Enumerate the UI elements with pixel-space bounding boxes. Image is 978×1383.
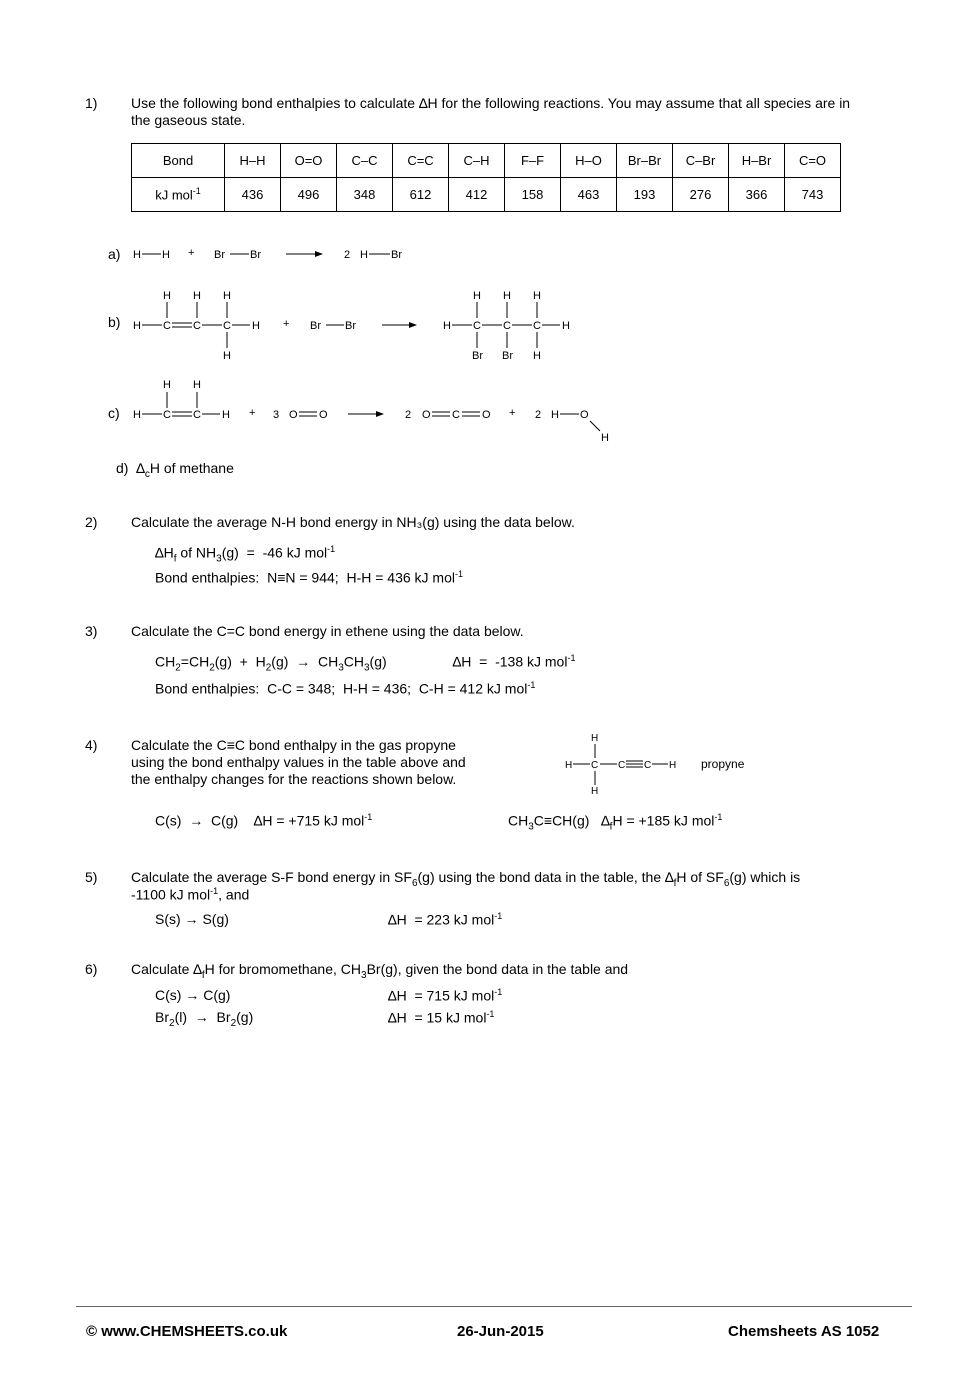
q6-eq2: $Br_2(l) \to Br_2(g)$: [155, 1009, 254, 1029]
value-cell: 743: [785, 178, 841, 212]
q5-text-line1: Calculate the average S-F bond energy in $SF_6(g)$ using the bond data in the table, the $\Delta_fH$ of $SF_6(g)$ which is: [131, 869, 801, 889]
atom-c: C: [533, 320, 541, 332]
q1-text-line1: Use the following bond enthalpies to calculate ∆H for the following reactions. You may assume that all species are in: [131, 95, 851, 111]
unit-header: [132, 178, 225, 212]
plus-sign: +: [249, 407, 256, 419]
atom-h: H: [163, 379, 171, 391]
q5-dh: ∆H = 223 kJ mol$^{-1}$: [388, 911, 503, 928]
footer-divider: [76, 1306, 912, 1307]
value-cell: 193: [617, 178, 673, 212]
q6-eq1: C(s) → C(g): [155, 987, 231, 1003]
atom-h: H: [533, 350, 541, 362]
bond-row: [132, 144, 841, 178]
q1-text-line2: the gaseous state.: [131, 112, 246, 128]
reaction-c-label: c): [108, 405, 120, 421]
bond-cell: Br–Br: [617, 144, 673, 178]
atom-c: C: [644, 760, 652, 771]
reaction-b: [100, 282, 590, 362]
atom-br: Br: [214, 249, 225, 261]
q4-text-line2: using the bond enthalpy values in the table above and: [131, 754, 466, 770]
q3-line2: Bond enthalpies: C-C = 348; H-H = 436; C-H = 412 kJ mol$^{-1}$: [155, 680, 536, 697]
reaction-c: [100, 372, 620, 447]
atom-c: C: [473, 320, 481, 332]
atom-br: Br: [310, 320, 321, 332]
atom-o: O: [289, 409, 298, 421]
q3-number: 3): [85, 623, 98, 639]
reaction-d-text: H of methane: [149, 460, 234, 476]
atom-h: H: [562, 320, 570, 332]
atom-c: C: [193, 409, 201, 421]
atom-o: O: [580, 409, 589, 421]
q6-text: Calculate $\Delta_fH$ for bromomethane, $CH_3Br(g)$, given the bond data in the table and: [131, 961, 629, 981]
q2-text: Calculate the average N-H bond energy in NH₃(g) using the data below.: [131, 514, 575, 530]
atom-h: H: [360, 249, 368, 261]
atom-h: H: [193, 290, 201, 302]
bond-cell: H–O: [561, 144, 617, 178]
atom-o: O: [482, 409, 491, 421]
bond-cell: C–C: [337, 144, 393, 178]
unit-label: kJ mol: [155, 187, 193, 203]
bond-cell: C=O: [785, 144, 841, 178]
q1-number: 1): [85, 95, 98, 111]
atom-c: C: [618, 760, 626, 771]
q2-number: 2): [85, 514, 98, 530]
propyne-label: propyne: [701, 757, 745, 771]
q4-text-line3: the enthalpy changes for the reactions shown below.: [131, 771, 457, 787]
bond-cell: O=O: [281, 144, 337, 178]
q2-line1: $\Delta H_f$ of $NH_3(g) = -46$ kJ mol$^{-1}$: [155, 544, 336, 565]
q3-text: Calculate the C=C bond energy in ethene using the data below.: [131, 623, 524, 639]
reaction-b-label: b): [108, 314, 121, 330]
atom-h: H: [162, 249, 170, 261]
atom-h: H: [222, 409, 230, 421]
plus-sign: +: [509, 407, 516, 419]
q3-line1: $CH_2=CH_2(g) + H_2(g) \to CH_3CH_3(g) \Delta H = -138$ kJ mol$^{-1}$: [155, 653, 576, 674]
q5-number: 5): [85, 869, 98, 885]
bond-cell: C=C: [393, 144, 449, 178]
q5-eq: S(s) → S(g): [155, 911, 229, 927]
atom-c: C: [163, 320, 171, 332]
bond-cell: H–H: [225, 144, 281, 178]
atom-h: H: [133, 409, 141, 421]
q6-number: 6): [85, 961, 98, 977]
q4-line-left: C(s) → C(g) ∆H = +715 kJ mol$^{-1}$: [155, 812, 373, 829]
atom-br: Br: [391, 249, 402, 261]
coefficient: 2: [405, 409, 412, 421]
value-cell: 463: [561, 178, 617, 212]
atom-br: Br: [472, 350, 483, 362]
q5-text-line2: -1100 kJ mol$^{-1}$, and: [131, 886, 250, 903]
atom-c: C: [503, 320, 511, 332]
unit-sup: -1: [192, 186, 201, 197]
value-cell: 496: [281, 178, 337, 212]
atom-c: C: [591, 760, 599, 771]
atom-h: H: [591, 786, 599, 797]
bond-cell: F–F: [505, 144, 561, 178]
atom-br: Br: [250, 249, 261, 261]
coefficient: 2: [344, 249, 351, 261]
atom-h: H: [533, 290, 541, 302]
value-cell: 348: [337, 178, 393, 212]
value-cell: 412: [449, 178, 505, 212]
delta-symbol: ∆: [136, 460, 145, 476]
reaction-a: [100, 240, 420, 270]
value-cell: 276: [673, 178, 729, 212]
value-cell: 366: [729, 178, 785, 212]
q4-text-line1: Calculate the C≡C bond enthalpy in the gas propyne: [131, 737, 456, 753]
q4-number: 4): [85, 737, 98, 753]
propyne-structure: [560, 730, 760, 800]
atom-o: O: [422, 409, 431, 421]
atom-h: H: [133, 249, 141, 261]
atom-h: H: [503, 290, 511, 302]
bond-enthalpy-table: [131, 143, 841, 212]
value-cell: 436: [225, 178, 281, 212]
reaction-d: [116, 460, 234, 480]
atom-h: H: [252, 320, 260, 332]
plus-sign: +: [283, 318, 290, 330]
q6-dh2: ∆H = 15 kJ mol$^{-1}$: [388, 1009, 495, 1026]
footer-website[interactable]: © www.CHEMSHEETS.co.uk: [86, 1323, 288, 1340]
atom-h: H: [565, 760, 573, 771]
atom-h: H: [223, 350, 231, 362]
atom-h: H: [591, 733, 599, 744]
bond-cell: C–H: [449, 144, 505, 178]
atom-h: H: [669, 760, 677, 771]
atom-h: H: [133, 320, 141, 332]
atom-br: Br: [345, 320, 356, 332]
atom-h: H: [163, 290, 171, 302]
q6-dh1: ∆H = 715 kJ mol$^{-1}$: [388, 987, 503, 1004]
q2-line2: Bond enthalpies: N≡N = 944; H-H = 436 kJ mol$^{-1}$: [155, 569, 464, 586]
atom-h: H: [473, 290, 481, 302]
footer-sheet-id: Chemsheets AS 1052: [728, 1323, 880, 1340]
atom-h: H: [601, 432, 609, 444]
atom-h: H: [223, 290, 231, 302]
atom-h: H: [443, 320, 451, 332]
coefficient: 2: [535, 409, 542, 421]
bond-header: Bond: [132, 144, 225, 178]
atom-c: C: [193, 320, 201, 332]
atom-h: H: [551, 409, 559, 421]
bond-cell: H–Br: [729, 144, 785, 178]
footer-date: 26-Jun-2015: [457, 1323, 544, 1340]
value-row: [132, 178, 841, 212]
atom-br: Br: [502, 350, 513, 362]
reaction-a-label: a): [108, 246, 121, 262]
reaction-d-label: d): [116, 460, 129, 476]
atom-o: O: [319, 409, 328, 421]
q4-line-right: $CH_3C\equiv CH(g) \Delta_fH = +185$ kJ mol$^{-1}$: [508, 812, 723, 833]
atom-c: C: [452, 409, 460, 421]
value-cell: 158: [505, 178, 561, 212]
delta-sub: c: [144, 468, 150, 480]
coefficient: 3: [273, 409, 280, 421]
atom-h: H: [193, 379, 201, 391]
value-cell: 612: [393, 178, 449, 212]
bond-cell: C–Br: [673, 144, 729, 178]
atom-c: C: [163, 409, 171, 421]
plus-sign: +: [188, 247, 195, 259]
atom-c: C: [223, 320, 231, 332]
